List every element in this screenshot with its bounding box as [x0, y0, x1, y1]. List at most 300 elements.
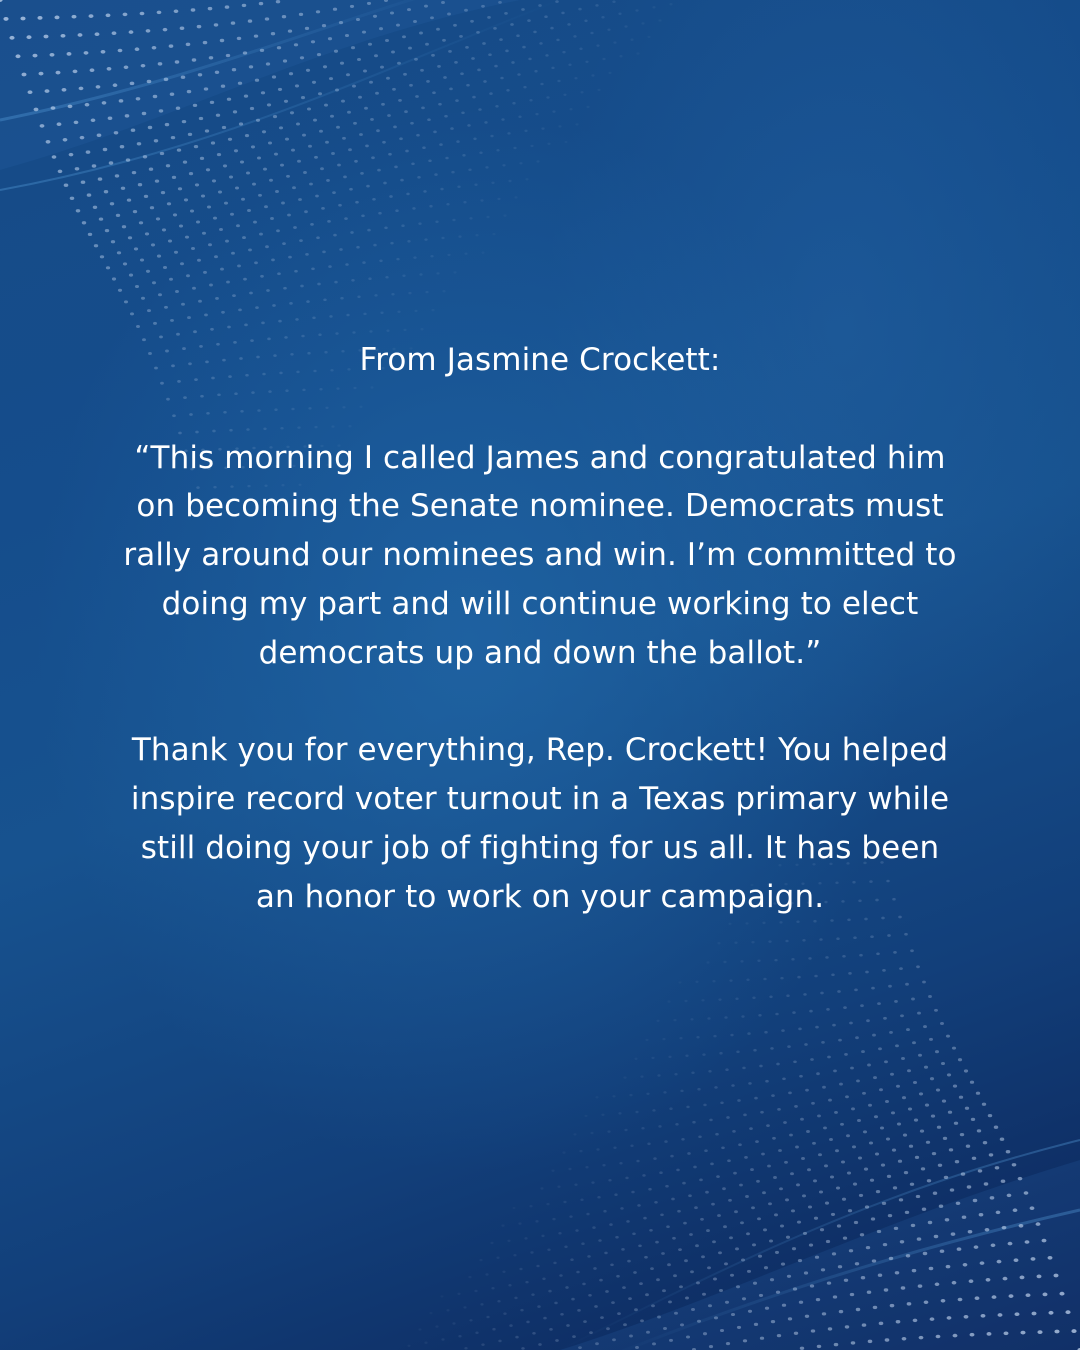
decor-dot [363, 313, 366, 316]
decor-dot [843, 1006, 847, 1009]
decor-dot [1025, 1240, 1030, 1244]
decor-dot [702, 1293, 706, 1296]
decor-dot [733, 1172, 737, 1175]
decor-dot [324, 104, 328, 107]
decor-dot [669, 1107, 672, 1110]
decor-dot [592, 1226, 595, 1229]
decor-dot [674, 1312, 678, 1315]
decor-dot [612, 1095, 615, 1097]
decor-dot [361, 214, 365, 217]
decor-dot [365, 144, 369, 147]
decor-dot [133, 210, 137, 213]
decor-dot [870, 1179, 874, 1182]
decor-dot [81, 180, 86, 183]
decor-dot [646, 1093, 649, 1095]
decor-dot [316, 10, 320, 13]
decor-dot [431, 54, 435, 57]
decor-dot [319, 130, 323, 133]
decor-dot [653, 1157, 656, 1160]
decor-dot [669, 3, 672, 5]
decor-dot [463, 1306, 466, 1308]
decor-dot [144, 195, 148, 198]
decor-dot [515, 1336, 518, 1339]
decor-dot [779, 1187, 783, 1190]
decor-dot [1024, 1191, 1029, 1195]
decor-dot [131, 128, 136, 131]
decor-dot [939, 1205, 944, 1208]
decor-dot [934, 1235, 939, 1238]
decor-dot [52, 155, 57, 159]
decor-dot [278, 88, 282, 91]
decor-dot [350, 231, 354, 234]
decor-dot [360, 172, 364, 175]
decor-dot [864, 1168, 868, 1171]
decor-dot [326, 179, 330, 182]
decor-dot [385, 276, 388, 279]
decor-dot [798, 1259, 802, 1262]
decor-dot [725, 1068, 728, 1071]
decor-dot [989, 1153, 994, 1156]
decor-dot [90, 68, 95, 72]
decor-dot [110, 202, 114, 205]
decor-dot [826, 1240, 830, 1243]
decor-dot [837, 1224, 841, 1227]
decor-dot [168, 239, 172, 242]
decor-dot [278, 320, 282, 323]
decor-dot [935, 1050, 939, 1053]
decor-dot [164, 78, 169, 81]
decor-dot [1006, 1150, 1011, 1153]
decor-dot [252, 183, 256, 186]
decor-dot [782, 1304, 786, 1307]
decor-dot [932, 1152, 936, 1155]
decor-dot [193, 330, 197, 333]
decor-dot [900, 1014, 904, 1017]
decor-dot [656, 1278, 660, 1281]
decor-dot [871, 987, 875, 990]
decor-dot [436, 272, 439, 274]
decor-dot [26, 35, 31, 39]
decor-dot [744, 1156, 748, 1159]
decor-dot [769, 996, 772, 999]
decor-dot [972, 1157, 976, 1160]
decor-dot [116, 214, 120, 217]
decor-dot [309, 183, 313, 186]
decor-dot [721, 1146, 725, 1149]
decor-dot [22, 73, 27, 77]
decor-dot [346, 73, 350, 76]
decor-dot [985, 1228, 990, 1232]
decor-dot [203, 271, 207, 274]
decor-dot [152, 281, 156, 284]
decor-dot [441, 1338, 444, 1340]
decor-dot [479, 1259, 482, 1261]
decor-dot [860, 1004, 864, 1007]
decor-dot [907, 1069, 911, 1072]
decor-dot [20, 17, 25, 21]
decor-dot [226, 54, 230, 57]
decor-dot [221, 311, 225, 314]
decor-dot [242, 236, 246, 239]
decor-dot [963, 1263, 968, 1267]
decor-dot [812, 1142, 816, 1145]
decor-dot [207, 205, 211, 208]
decor-dot [387, 114, 391, 117]
decor-dot [574, 1183, 577, 1185]
decor-dot [453, 271, 456, 273]
decor-dot [186, 274, 190, 277]
decor-dot [1018, 1177, 1023, 1181]
decor-dot [746, 1232, 750, 1235]
decor-dot [340, 62, 344, 65]
decor-dot [346, 314, 349, 317]
decor-dot [167, 202, 171, 205]
decor-dot [239, 122, 243, 125]
decor-dot [920, 1130, 924, 1133]
decor-dot [440, 1295, 443, 1297]
decor-dot [119, 99, 124, 103]
decor-dot [839, 1083, 843, 1086]
decor-dot [333, 8, 337, 11]
decor-dot [536, 1265, 539, 1268]
decor-dot [618, 13, 621, 15]
decor-dot [851, 1107, 855, 1110]
decor-dot [807, 1168, 811, 1171]
decor-dot [933, 1192, 937, 1195]
decor-dot [135, 285, 139, 288]
decor-dot [878, 1274, 882, 1277]
decor-dot [446, 1309, 449, 1311]
decor-dot [770, 1047, 774, 1050]
decor-dot [614, 1193, 617, 1196]
decor-dot [39, 72, 44, 76]
decor-dot [181, 303, 185, 306]
decor-dot [391, 293, 394, 295]
decor-dot [1004, 1331, 1009, 1335]
decor-dot [842, 1198, 846, 1201]
decor-dot [880, 1126, 884, 1129]
decor-dot [203, 41, 208, 44]
decor-dot [802, 939, 805, 942]
decor-dot [752, 1243, 756, 1246]
decor-dot [89, 14, 94, 18]
decor-dot [913, 1081, 917, 1084]
decor-dot [130, 312, 134, 315]
decor-dot [889, 1031, 893, 1034]
decor-dot [882, 1202, 886, 1205]
decor-dot [694, 1206, 698, 1209]
decor-dot [261, 91, 265, 94]
decor-dot [385, 39, 389, 42]
decor-dot [521, 8, 525, 11]
decor-dot [696, 1281, 700, 1284]
decor-dot [1000, 1138, 1005, 1141]
decor-dot [414, 310, 417, 312]
decor-dot [435, 1325, 438, 1327]
decor-dot [806, 1130, 810, 1133]
decor-dot [542, 1278, 545, 1281]
decor-dot [183, 160, 187, 163]
decor-dot [742, 1297, 746, 1300]
decor-dot [654, 1201, 658, 1204]
decor-dot [747, 1270, 751, 1273]
decor-dot [152, 46, 157, 50]
decor-dot [479, 151, 482, 154]
decor-dot [449, 88, 453, 91]
decor-dot [705, 1191, 709, 1194]
decor-dot [373, 244, 376, 247]
decor-dot [748, 1082, 752, 1085]
decor-dot [358, 96, 362, 99]
decor-dot [248, 248, 252, 251]
decor-dot [356, 18, 360, 21]
decor-dot [268, 141, 272, 144]
decor-dot [786, 994, 789, 997]
decor-dot [883, 1017, 887, 1020]
decor-dot [819, 938, 822, 941]
decor-dot [894, 1227, 898, 1230]
decor-dot [80, 136, 85, 140]
decor-dot [846, 1134, 850, 1137]
decor-dot [796, 1183, 800, 1186]
decor-dot [97, 134, 102, 137]
decor-dot [876, 952, 880, 955]
decor-dot [266, 62, 270, 65]
decor-dot [523, 86, 526, 89]
decor-dot [260, 49, 264, 52]
decor-dot [477, 69, 481, 72]
decor-dot [336, 126, 340, 129]
decor-dot [112, 277, 116, 280]
decor-dot [193, 104, 197, 107]
decor-dot [524, 130, 527, 132]
decor-dot [626, 1220, 630, 1223]
decor-dot [758, 1255, 762, 1258]
decor-dot [551, 67, 554, 70]
decor-dot [232, 294, 236, 297]
decor-dot [919, 1092, 923, 1095]
decor-dot [478, 108, 481, 111]
decor-dot [709, 1345, 713, 1348]
decor-dot [739, 1184, 743, 1187]
decor-dot [1009, 1294, 1014, 1298]
decor-dot [956, 1202, 961, 1205]
decor-dot [808, 1205, 812, 1208]
decor-dot [550, 27, 553, 30]
decor-dot [519, 1268, 522, 1270]
decor-dot [901, 1057, 905, 1060]
decor-dot [776, 1291, 780, 1294]
decor-dot [375, 92, 379, 95]
decor-dot [786, 1236, 790, 1239]
decor-dot [359, 133, 363, 136]
decor-dot [663, 1327, 667, 1330]
decor-dot [586, 1213, 589, 1216]
decor-dot [294, 43, 298, 46]
decor-dot [604, 1252, 608, 1255]
decor-dot [248, 19, 252, 22]
decor-dot [758, 1014, 761, 1017]
decor-dot [825, 1202, 829, 1205]
decor-dot [569, 108, 572, 110]
decor-dot [73, 70, 78, 74]
decor-dot [409, 84, 413, 87]
decor-dot [574, 77, 577, 79]
decor-dot [279, 126, 283, 129]
quote-paragraph: “This morning I called James and congratulated him on becoming the Senate nominee. Democrats must rally around our nominees and win. I’m committed to doing my part and will continue working to elect democrats up and down the ballot.” [123, 439, 957, 671]
decor-dot [384, 227, 387, 230]
decor-dot [707, 1017, 710, 1019]
decor-dot [802, 1194, 806, 1197]
decor-dot [431, 309, 434, 311]
decor-dot [982, 1103, 986, 1106]
decor-dot [172, 176, 176, 179]
decor-dot [118, 289, 122, 292]
decor-dot [291, 149, 295, 152]
decor-dot [503, 214, 506, 216]
decor-dot [481, 252, 484, 254]
decor-dot [121, 187, 125, 190]
decor-dot [906, 1254, 911, 1257]
decor-dot [719, 1289, 723, 1292]
decor-dot [189, 172, 193, 175]
decor-dot [216, 114, 220, 117]
decor-dot [735, 998, 738, 1001]
decor-dot [548, 1290, 551, 1293]
decor-dot [469, 217, 472, 219]
decor-dot [404, 110, 408, 113]
decor-dot [473, 138, 476, 141]
decor-dot [820, 992, 824, 995]
decor-dot [524, 1237, 527, 1239]
decor-dot [634, 1058, 637, 1060]
decor-dot [103, 148, 108, 151]
decor-dot [28, 90, 33, 94]
decor-dot [581, 1242, 584, 1245]
decor-dot [748, 1310, 752, 1313]
decor-dot [896, 1085, 900, 1088]
decor-dot [1019, 1224, 1024, 1228]
decor-dot [855, 1262, 859, 1265]
decor-dot [308, 145, 312, 148]
decor-dot [728, 1199, 732, 1202]
decor-dot [905, 1211, 909, 1214]
decor-dot [263, 168, 267, 171]
decor-dot [558, 125, 561, 127]
decor-dot [294, 270, 298, 273]
decor-dot [707, 1266, 711, 1269]
decor-dot [191, 8, 196, 11]
decor-dot [914, 1119, 918, 1122]
decor-dot [941, 1062, 945, 1065]
decor-dot [556, 39, 559, 42]
decor-dot [104, 190, 108, 193]
decor-dot [312, 81, 316, 84]
decor-dot [579, 48, 582, 51]
decor-dot [683, 1222, 687, 1225]
decor-dot [740, 960, 743, 962]
decor-dot [341, 100, 345, 103]
decor-dot [847, 1171, 851, 1174]
decor-dot [773, 1176, 777, 1179]
decor-dot [1054, 1330, 1059, 1334]
decor-dot [686, 1106, 689, 1109]
decor-dot [490, 135, 493, 138]
decor-dot [881, 1164, 885, 1167]
decor-dot [224, 202, 228, 205]
decor-dot [678, 981, 681, 983]
decor-dot [286, 175, 290, 178]
decor-dot [382, 141, 386, 144]
decor-dot [825, 956, 829, 959]
decor-dot [732, 1130, 736, 1133]
decor-dot [650, 1267, 654, 1270]
decor-dot [368, 277, 371, 280]
decor-dot [651, 1304, 655, 1307]
decor-dot [525, 1281, 528, 1284]
decor-dot [40, 124, 45, 128]
decor-dot [367, 229, 371, 232]
decor-dot [890, 1073, 894, 1076]
decor-dot [759, 1294, 763, 1297]
decor-dot [415, 95, 419, 98]
decor-dot [562, 51, 565, 54]
decor-dot [386, 329, 389, 331]
decor-dot [1003, 1277, 1008, 1281]
decor-dot [560, 1313, 564, 1316]
decor-dot [912, 1041, 916, 1044]
decor-dot [266, 289, 270, 292]
decor-dot [276, 229, 280, 232]
decor-dot [814, 975, 818, 978]
decor-dot [475, 234, 478, 236]
decor-dot [451, 171, 454, 174]
decor-dot [831, 973, 835, 976]
decor-dot [898, 1160, 902, 1163]
decor-dot [472, 96, 476, 99]
decor-dot [512, 1207, 515, 1209]
decor-dot [567, 23, 570, 26]
decor-dot [45, 89, 50, 93]
decor-dot [817, 1114, 821, 1117]
decor-dot [753, 1049, 756, 1052]
decor-dot [850, 1293, 854, 1296]
decor-dot [128, 236, 132, 239]
decor-dot [419, 273, 422, 275]
decor-dot [621, 1248, 625, 1251]
decor-dot [532, 1332, 536, 1335]
decor-dot [768, 940, 771, 942]
decor-dot [691, 1072, 694, 1075]
decor-dot [141, 64, 146, 68]
decor-dot [648, 1188, 652, 1191]
decor-dot [529, 1205, 532, 1207]
decor-dot [588, 1294, 592, 1297]
decor-dot [58, 170, 63, 174]
decor-dot [325, 141, 329, 144]
decor-dot [663, 1091, 666, 1094]
decor-dot [645, 1039, 648, 1041]
decor-dot [661, 1252, 665, 1255]
decor-dot [51, 106, 56, 110]
decor-dot [909, 1145, 913, 1148]
decor-dot [955, 1160, 959, 1163]
decor-dot [781, 1029, 785, 1032]
decor-dot [509, 1324, 512, 1327]
decor-dot [868, 1104, 872, 1107]
decor-dot [153, 95, 158, 98]
decor-dot [561, 12, 564, 15]
